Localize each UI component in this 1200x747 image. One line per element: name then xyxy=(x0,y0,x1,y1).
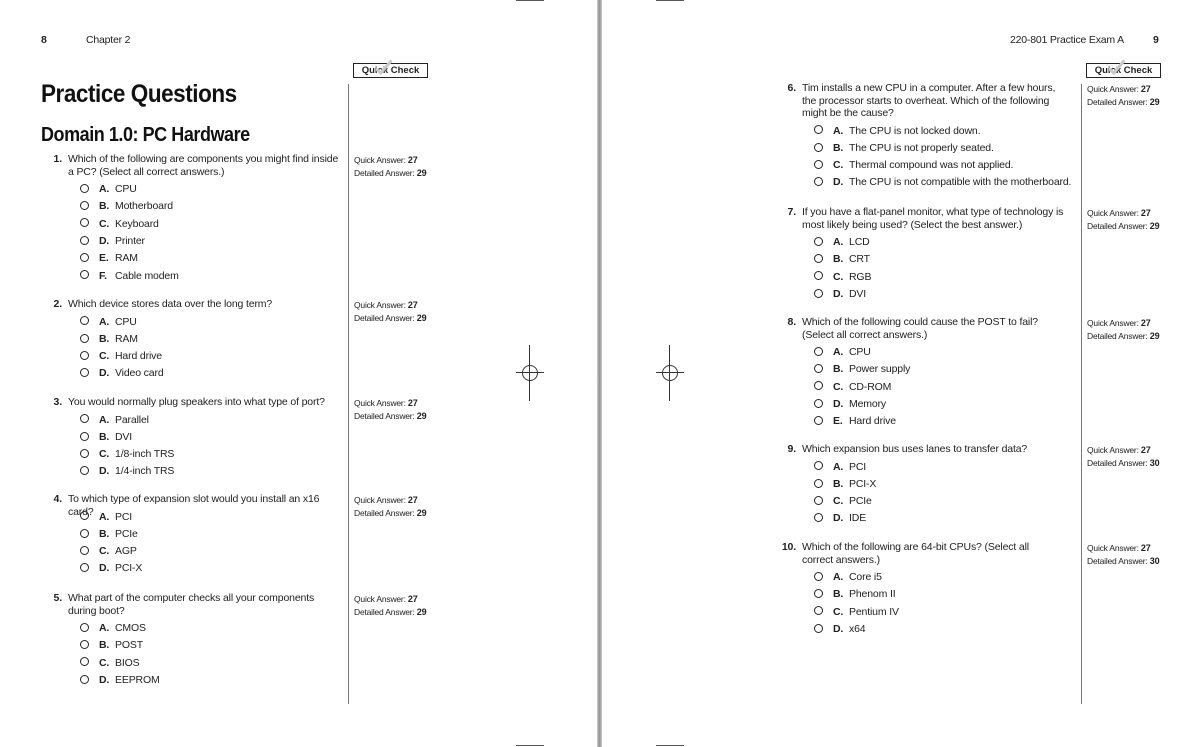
option-letter: A. xyxy=(99,183,110,195)
option-letter: D. xyxy=(833,397,844,410)
option-letter: C. xyxy=(833,605,844,618)
option-letter: D. xyxy=(833,512,844,525)
quick-answer-ref xyxy=(354,397,418,410)
radio-bubble-icon[interactable] xyxy=(814,271,823,280)
answer-option[interactable] xyxy=(814,622,865,636)
quick-answer-page: 27 xyxy=(407,594,418,604)
detailed-answer-ref xyxy=(354,312,426,325)
answer-option[interactable] xyxy=(80,413,149,427)
option-letter: C. xyxy=(99,448,110,461)
option-letter: D. xyxy=(833,287,844,300)
radio-bubble-icon[interactable] xyxy=(814,606,823,615)
registration-mark-icon xyxy=(516,345,544,401)
radio-bubble-icon[interactable] xyxy=(814,381,823,390)
option-text: Power supply xyxy=(849,363,911,376)
quick-answer-ref xyxy=(354,154,418,167)
registration-mark-icon xyxy=(656,345,684,401)
question-number: 3. xyxy=(53,396,62,408)
crop-mark xyxy=(656,745,684,746)
option-letter: B. xyxy=(833,141,844,154)
radio-bubble-icon[interactable] xyxy=(814,461,823,470)
quick-answer-label: Quick Answer: xyxy=(354,594,406,604)
answer-option[interactable] xyxy=(814,414,896,428)
option-text: BIOS xyxy=(115,656,140,669)
quick-check-tab: Quick Check xyxy=(353,63,428,78)
option-letter: A. xyxy=(99,510,110,523)
option-letter: A. xyxy=(833,346,844,358)
answer-option[interactable] xyxy=(80,464,174,478)
option-text: 1/4-inch TRS xyxy=(115,465,175,478)
radio-bubble-icon[interactable] xyxy=(80,449,89,458)
option-text: CMOS xyxy=(115,622,146,634)
detailed-answer-ref xyxy=(354,167,426,180)
option-letter: A. xyxy=(99,413,110,426)
answer-option[interactable] xyxy=(80,251,138,265)
answer-option[interactable] xyxy=(814,270,871,284)
checkmark-icon xyxy=(376,56,392,78)
quick-answer-page: 27 xyxy=(407,155,418,165)
option-text: Parallel xyxy=(115,413,149,426)
quick-answer-page: 27 xyxy=(1140,208,1151,218)
detailed-answer-ref xyxy=(1087,457,1159,470)
radio-bubble-icon[interactable] xyxy=(80,414,89,423)
option-text: Cable modem xyxy=(115,269,179,282)
option-letter: B. xyxy=(99,430,110,443)
answer-option[interactable] xyxy=(80,182,137,196)
option-text: Printer xyxy=(115,234,145,247)
question-text: Which of the following could cause the POST to fail? (Select all correct answers.) xyxy=(802,316,1038,341)
detailed-answer-page: 29 xyxy=(416,167,427,178)
radio-bubble-icon[interactable] xyxy=(814,254,823,263)
radio-bubble-icon[interactable] xyxy=(814,177,823,186)
radio-bubble-icon[interactable] xyxy=(814,589,823,598)
option-text: CPU xyxy=(115,183,137,195)
option-letter: C. xyxy=(833,159,844,172)
option-text: PCI xyxy=(849,460,867,473)
option-text: PCI-X xyxy=(849,477,877,490)
answer-option[interactable] xyxy=(814,124,980,138)
detailed-answer-ref xyxy=(354,606,426,619)
option-letter: E. xyxy=(99,252,109,265)
radio-bubble-icon[interactable] xyxy=(80,334,89,343)
answer-option[interactable] xyxy=(80,349,162,363)
option-letter: A. xyxy=(99,315,110,328)
option-text: The CPU is not compatible with the motherboard. xyxy=(849,176,1072,189)
option-letter: A. xyxy=(833,571,844,583)
question-text: What part of the computer checks all your components during boot? xyxy=(68,592,315,617)
option-text: IDE xyxy=(849,512,867,525)
option-text: CPU xyxy=(115,315,137,328)
quick-answer-page: 27 xyxy=(1140,84,1151,94)
quick-answer-ref xyxy=(354,593,418,606)
detailed-answer-label: Detailed Answer: xyxy=(1087,555,1148,566)
radio-bubble-icon[interactable] xyxy=(80,270,89,279)
answer-option[interactable] xyxy=(814,511,866,525)
quick-answer-page: 27 xyxy=(1140,445,1151,455)
radio-bubble-icon[interactable] xyxy=(814,143,823,152)
option-text: PCI-X xyxy=(115,562,143,575)
option-letter: B. xyxy=(99,332,110,345)
question-text: Which expansion bus uses lanes to transfer data? xyxy=(802,443,1028,455)
option-letter: A. xyxy=(833,236,844,248)
detailed-answer-page: 29 xyxy=(1149,330,1160,341)
answer-option[interactable] xyxy=(80,430,132,444)
question-number: 9. xyxy=(787,443,796,455)
option-letter: D. xyxy=(99,367,110,380)
right-page xyxy=(602,0,1200,747)
option-letter: A. xyxy=(99,622,110,634)
answer-option[interactable] xyxy=(80,217,159,231)
crop-mark xyxy=(516,745,544,746)
option-text: The CPU is not locked down. xyxy=(849,124,981,137)
option-text: Core i5 xyxy=(849,571,882,583)
radio-bubble-icon[interactable] xyxy=(80,236,89,245)
option-letter: F. xyxy=(99,269,107,282)
answer-option[interactable] xyxy=(80,234,145,248)
detailed-answer-label: Detailed Answer: xyxy=(1087,220,1148,231)
option-letter: D. xyxy=(99,465,110,478)
option-letter: C. xyxy=(99,656,110,669)
option-letter: C. xyxy=(99,545,110,558)
option-letter: E. xyxy=(833,415,843,428)
answer-option[interactable] xyxy=(80,561,142,575)
question-text: You would normally plug speakers into what type of port? xyxy=(68,396,325,408)
option-letter: B. xyxy=(833,253,844,266)
option-text: PCIe xyxy=(849,495,872,508)
answer-option[interactable] xyxy=(814,175,1071,189)
running-head: Chapter 2 xyxy=(86,34,131,46)
question-text: Which device stores data over the long term? xyxy=(68,298,273,310)
question-text: Tim installs a new CPU in a computer. After a few hours, the processor starts to overheat. Which of the following might be the cause? xyxy=(802,82,1056,119)
quick-answer-label: Quick Answer: xyxy=(1087,543,1139,553)
detailed-answer-page: 29 xyxy=(416,410,427,421)
option-letter: C. xyxy=(99,350,110,363)
detailed-answer-label: Detailed Answer: xyxy=(354,410,415,421)
option-text: Keyboard xyxy=(115,217,159,230)
question-number: 7. xyxy=(787,206,796,218)
answer-option[interactable] xyxy=(814,477,876,491)
quick-answer-ref xyxy=(354,494,418,507)
option-text: Hard drive xyxy=(849,415,896,428)
option-text: Memory xyxy=(849,397,887,410)
option-letter: B. xyxy=(99,200,110,213)
crop-mark xyxy=(516,0,544,1)
radio-bubble-icon[interactable] xyxy=(80,316,89,325)
detailed-answer-label: Detailed Answer: xyxy=(354,507,415,518)
radio-bubble-icon[interactable] xyxy=(80,675,89,684)
answer-option[interactable] xyxy=(80,315,137,329)
quick-answer-page: 27 xyxy=(407,398,418,408)
detailed-answer-ref xyxy=(1087,555,1159,568)
radio-bubble-icon[interactable] xyxy=(814,160,823,169)
question-text: Which of the following are 64-bit CPUs? (Select all correct answers.) xyxy=(802,541,1029,566)
margin-rule xyxy=(1081,84,1082,704)
answer-option[interactable] xyxy=(80,621,146,635)
quick-answer-page: 27 xyxy=(1140,543,1151,553)
detailed-answer-page: 29 xyxy=(416,312,427,323)
radio-bubble-icon[interactable] xyxy=(80,529,89,538)
detailed-answer-page: 29 xyxy=(416,507,427,518)
detailed-answer-ref xyxy=(1087,330,1159,343)
quick-answer-page: 27 xyxy=(407,300,418,310)
answer-option[interactable] xyxy=(814,587,896,601)
option-letter: D. xyxy=(833,176,844,189)
answer-option[interactable] xyxy=(814,494,872,508)
radio-bubble-icon[interactable] xyxy=(814,624,823,633)
quick-answer-ref xyxy=(1087,83,1151,96)
left-page xyxy=(0,0,597,747)
answer-option[interactable] xyxy=(814,141,994,155)
option-text: The CPU is not properly seated. xyxy=(849,141,994,154)
option-letter: D. xyxy=(99,673,110,686)
radio-bubble-icon[interactable] xyxy=(80,253,89,262)
radio-bubble-icon[interactable] xyxy=(80,184,89,193)
quick-answer-ref xyxy=(1087,542,1151,555)
quick-answer-page: 27 xyxy=(407,495,418,505)
detailed-answer-label: Detailed Answer: xyxy=(354,167,415,178)
detailed-answer-ref xyxy=(1087,220,1159,233)
radio-bubble-icon[interactable] xyxy=(814,125,823,134)
radio-bubble-icon[interactable] xyxy=(814,237,823,246)
option-text: CRT xyxy=(849,253,870,266)
answer-option[interactable] xyxy=(814,397,886,411)
option-text: CPU xyxy=(849,346,871,358)
answer-option[interactable] xyxy=(80,199,173,213)
quick-answer-ref xyxy=(1087,317,1151,330)
option-text: DVI xyxy=(115,430,133,443)
radio-bubble-icon[interactable] xyxy=(814,347,823,356)
option-text: LCD xyxy=(849,236,870,248)
quick-answer-label: Quick Answer: xyxy=(354,155,406,165)
answer-option[interactable] xyxy=(814,570,882,584)
option-text: x64 xyxy=(849,622,866,635)
option-text: Hard drive xyxy=(115,350,162,363)
option-text: PCIe xyxy=(115,527,138,540)
detailed-answer-label: Detailed Answer: xyxy=(1087,330,1148,341)
option-letter: A. xyxy=(833,460,844,473)
quick-answer-page: 27 xyxy=(1140,318,1151,328)
checkmark-icon xyxy=(1109,56,1125,78)
quick-answer-label: Quick Answer: xyxy=(354,300,406,310)
radio-bubble-icon[interactable] xyxy=(814,364,823,373)
radio-bubble-icon[interactable] xyxy=(80,351,89,360)
answer-option[interactable] xyxy=(80,527,138,541)
radio-bubble-icon[interactable] xyxy=(814,572,823,581)
radio-bubble-icon[interactable] xyxy=(80,623,89,632)
question-text: Which of the following are components you might find inside a PC? (Select all correct answers.) xyxy=(68,153,339,178)
quick-answer-ref xyxy=(1087,207,1151,220)
page-title: Practice Questions xyxy=(41,80,237,108)
option-text: POST xyxy=(115,639,143,652)
answer-option[interactable] xyxy=(80,673,160,687)
question-text: If you have a flat-panel monitor, what type of technology is most likely being used? (Select the best answer.) xyxy=(802,206,1064,231)
radio-bubble-icon[interactable] xyxy=(80,368,89,377)
option-letter: B. xyxy=(833,477,844,490)
radio-bubble-icon[interactable] xyxy=(814,289,823,298)
option-text: Motherboard xyxy=(115,200,173,213)
answer-option[interactable] xyxy=(814,362,910,376)
running-head: 220-801 Practice Exam A xyxy=(1010,34,1124,46)
option-letter: D. xyxy=(99,234,110,247)
detailed-answer-page: 29 xyxy=(1149,96,1160,107)
option-text: CD-ROM xyxy=(849,380,892,393)
radio-bubble-icon[interactable] xyxy=(814,496,823,505)
question-number: 6. xyxy=(787,82,796,94)
margin-rule xyxy=(348,84,349,704)
option-letter: B. xyxy=(99,639,110,652)
option-text: RAM xyxy=(115,332,138,345)
option-letter: D. xyxy=(833,622,844,635)
answer-option[interactable] xyxy=(814,158,1013,172)
radio-bubble-icon[interactable] xyxy=(80,466,89,475)
option-text: AGP xyxy=(115,545,137,558)
answer-option[interactable] xyxy=(80,544,137,558)
answer-option[interactable] xyxy=(80,332,138,346)
quick-answer-label: Quick Answer: xyxy=(1087,208,1139,218)
option-text: 1/8-inch TRS xyxy=(115,448,175,461)
radio-bubble-icon[interactable] xyxy=(80,432,89,441)
radio-bubble-icon[interactable] xyxy=(80,201,89,210)
quick-answer-label: Quick Answer: xyxy=(1087,318,1139,328)
option-letter: C. xyxy=(833,270,844,283)
question-number: 4. xyxy=(53,493,62,505)
detailed-answer-ref xyxy=(354,410,426,423)
quick-answer-label: Quick Answer: xyxy=(354,398,406,408)
detailed-answer-page: 29 xyxy=(416,606,427,617)
option-letter: C. xyxy=(99,217,110,230)
option-letter: D. xyxy=(99,562,110,575)
detailed-answer-ref xyxy=(1087,96,1159,109)
quick-answer-label: Quick Answer: xyxy=(1087,84,1139,94)
page-number: 8 xyxy=(41,34,47,46)
quick-answer-label: Quick Answer: xyxy=(1087,445,1139,455)
answer-option[interactable] xyxy=(80,269,179,283)
option-letter: B. xyxy=(833,588,844,601)
answer-option[interactable] xyxy=(80,638,143,652)
option-text: RGB xyxy=(849,270,872,283)
detailed-answer-page: 29 xyxy=(1149,220,1160,231)
option-letter: C. xyxy=(833,380,844,393)
question-number: 8. xyxy=(787,316,796,328)
quick-check-tab: Quick Check xyxy=(1086,63,1161,78)
answer-option[interactable] xyxy=(814,605,899,619)
answer-option[interactable] xyxy=(814,460,866,474)
question-text: To which type of expansion slot would you install an x16 card? xyxy=(68,493,320,518)
quick-answer-ref xyxy=(354,299,418,312)
option-letter: A. xyxy=(833,124,844,137)
answer-option[interactable] xyxy=(80,447,174,461)
option-text: Video card xyxy=(115,367,164,380)
answer-option[interactable] xyxy=(814,345,871,359)
radio-bubble-icon[interactable] xyxy=(80,640,89,649)
answer-option[interactable] xyxy=(80,366,164,380)
detailed-answer-ref xyxy=(354,507,426,520)
radio-bubble-icon[interactable] xyxy=(814,416,823,425)
detailed-answer-page: 30 xyxy=(1149,457,1160,468)
detailed-answer-page: 30 xyxy=(1149,555,1160,566)
radio-bubble-icon[interactable] xyxy=(80,546,89,555)
radio-bubble-icon[interactable] xyxy=(80,218,89,227)
quick-answer-label: Quick Answer: xyxy=(354,495,406,505)
radio-bubble-icon[interactable] xyxy=(814,513,823,522)
answer-option[interactable] xyxy=(814,235,870,249)
question-number: 1. xyxy=(53,153,62,165)
detailed-answer-label: Detailed Answer: xyxy=(1087,96,1148,107)
option-text: EEPROM xyxy=(115,673,160,686)
radio-bubble-icon[interactable] xyxy=(814,479,823,488)
radio-bubble-icon[interactable] xyxy=(80,657,89,666)
answer-option[interactable] xyxy=(814,380,891,394)
option-text: PCI xyxy=(115,510,133,523)
question-number: 2. xyxy=(53,298,62,310)
detailed-answer-label: Detailed Answer: xyxy=(354,312,415,323)
answer-option[interactable] xyxy=(80,510,132,524)
radio-bubble-icon[interactable] xyxy=(80,511,89,520)
radio-bubble-icon[interactable] xyxy=(80,563,89,572)
option-text: Pentium IV xyxy=(849,605,899,618)
answer-option[interactable] xyxy=(80,656,140,670)
option-letter: B. xyxy=(99,527,110,540)
detailed-answer-label: Detailed Answer: xyxy=(1087,457,1148,468)
option-letter: B. xyxy=(833,363,844,376)
option-text: DVI xyxy=(849,287,867,300)
question-number: 10. xyxy=(781,541,796,553)
option-letter: C. xyxy=(833,495,844,508)
quick-answer-ref xyxy=(1087,444,1151,457)
option-text: Phenom II xyxy=(849,588,896,601)
crop-mark xyxy=(656,0,684,1)
option-text: RAM xyxy=(115,252,138,265)
radio-bubble-icon[interactable] xyxy=(814,399,823,408)
option-text: Thermal compound was not applied. xyxy=(849,159,1014,172)
answer-option[interactable] xyxy=(814,252,870,266)
page-number: 9 xyxy=(1153,34,1159,46)
answer-option[interactable] xyxy=(814,287,866,301)
detailed-answer-label: Detailed Answer: xyxy=(354,606,415,617)
question-number: 5. xyxy=(53,592,62,604)
section-title: Domain 1.0: PC Hardware xyxy=(41,124,250,146)
